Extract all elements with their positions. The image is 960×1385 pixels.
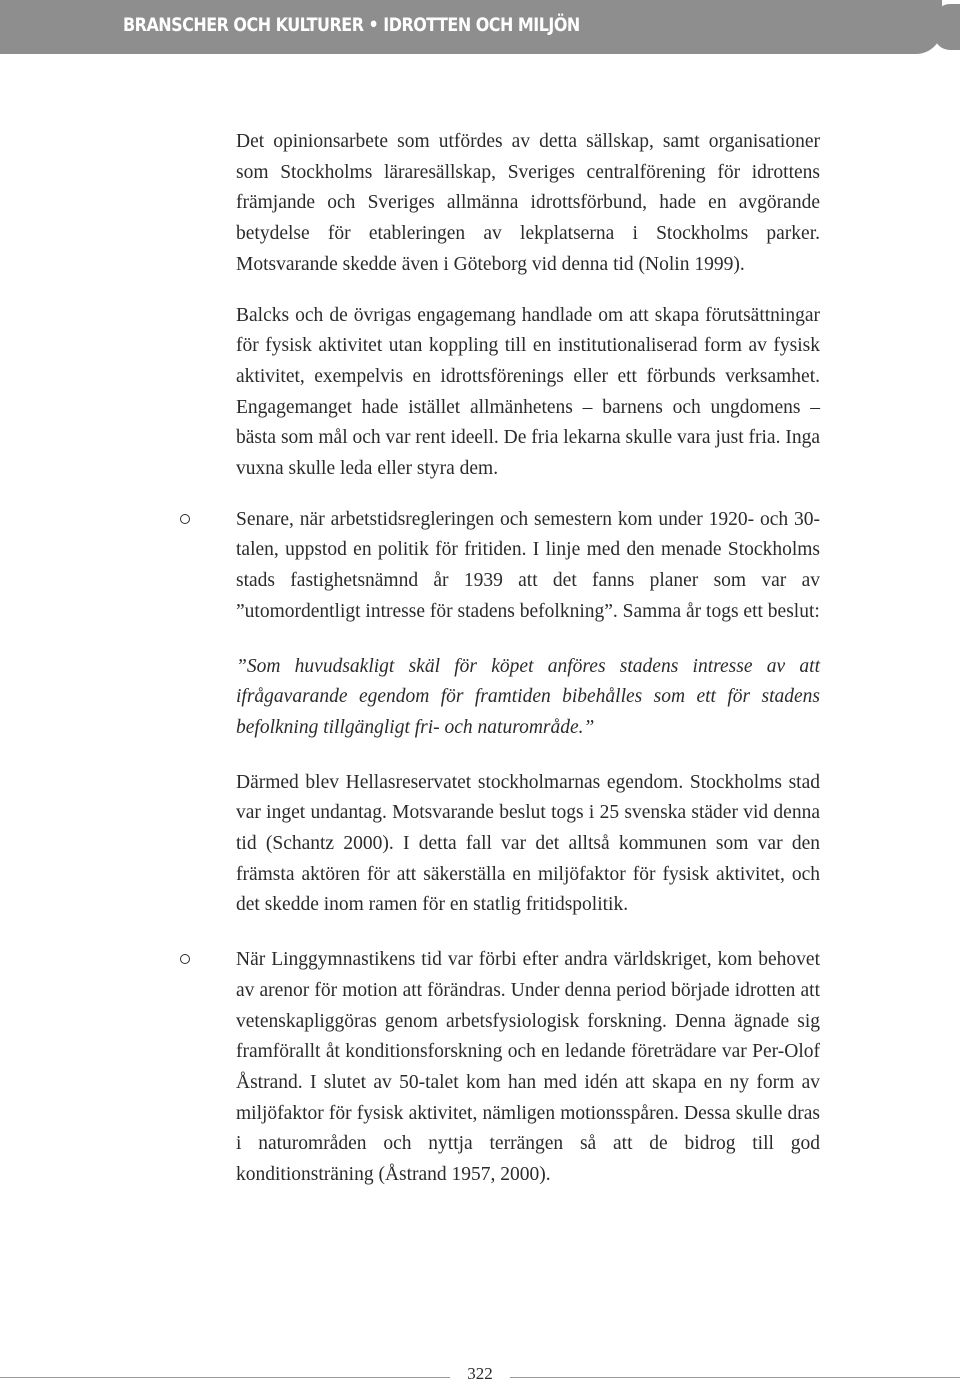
section-header-title — [123, 14, 580, 36]
paragraph-3: Senare, när arbetstidsregleringen och semestern kom under 1920- och 30-talen, uppstod en politik för fritiden. I linje med den menade Stockholms stads fastighetsnämnd år 1939 att det fanns planer som var av ”utomordentligt intresse för stadens befolkning”. Samma år togs ett beslut: — [236, 508, 820, 622]
paragraph-2: Balcks och de övrigas engagemang handlade om att skapa förutsättningar för fysisk aktivitet utan koppling till en institutionaliserad form av fysisk aktivitet, exempelvis en idrottsförenings eller ett förbunds verksamhet. Engagemanget hade istället allmänhetens – barnens och ungdomens – bästa som mål och var rent ideell. De fria lekarna skulle vara just fria. Inga vuxna skulle leda eller styra dem. — [236, 304, 820, 480]
page-number: 322 — [450, 1364, 510, 1384]
header-section-label: BRANSCHER OCH KULTURER — [123, 14, 364, 36]
bullet-paragraph-5 — [236, 945, 820, 1191]
paragraph-5: När Linggymnastikens tid var förbi efter andra världskriget, kom behovet av arenor för motion att förändras. Under denna period började idrotten att vetenskapliggöras genom arbetsfysiologisk forskning. Denna ägnade sig framförallt åt konditionsforskning och en ledande företrädare var Per-Olof Åstrand. I slutet av 50-talet kom han med idén att skapa en ny form av miljöfaktor för fysisk aktivitet, nämligen motionsspåren. Dessa skulle dras i naturområden och nyttja terrängen så att de bidrog till god konditionsträning (Åstrand 1957, 2000). — [236, 949, 820, 1186]
header-separator: • — [368, 14, 379, 36]
header-edge-tab — [934, 4, 960, 50]
body-text — [236, 127, 820, 1191]
bullet-circle-icon — [180, 514, 190, 524]
paragraph-1: Det opinionsarbete som utfördes av detta sällskap, samt organisationer som Stockholms läraresällskap, Sveriges centralförening för idrottens främjande och Sveriges allmänna idrottsförbund, hade en avgörande betydelse för etableringen av lekplatserna i Stockholms parker. Motsvarande skedde även i Göteborg vid denna tid (Nolin 1999). — [236, 131, 820, 275]
paragraph-4: Därmed blev Hellasreservatet stockholmarnas egendom. Stockholms stad var inget undantag. Motsvarande beslut togs i 25 svenska städer vid denna tid (Schantz 2000). I detta fall var det alltså kommunen som var den främsta aktören för att säkerställa en miljöfaktor för fysisk aktivitet, och det skedde inom ramen för en statlig fritidspolitik. — [236, 771, 820, 916]
bullet-circle-icon — [180, 954, 190, 964]
block-quote: ”Som huvudsakligt skäl för köpet anföres stadens intresse av att ifrågavarande egendom för framtiden bibehålles som ett för stadens befolkning tillgängligt fri- och naturområde.” — [236, 655, 820, 738]
section-header-bar — [0, 0, 942, 54]
header-topic-label: IDROTTEN OCH MILJÖN — [383, 14, 580, 36]
bullet-paragraph-3 — [236, 505, 820, 628]
